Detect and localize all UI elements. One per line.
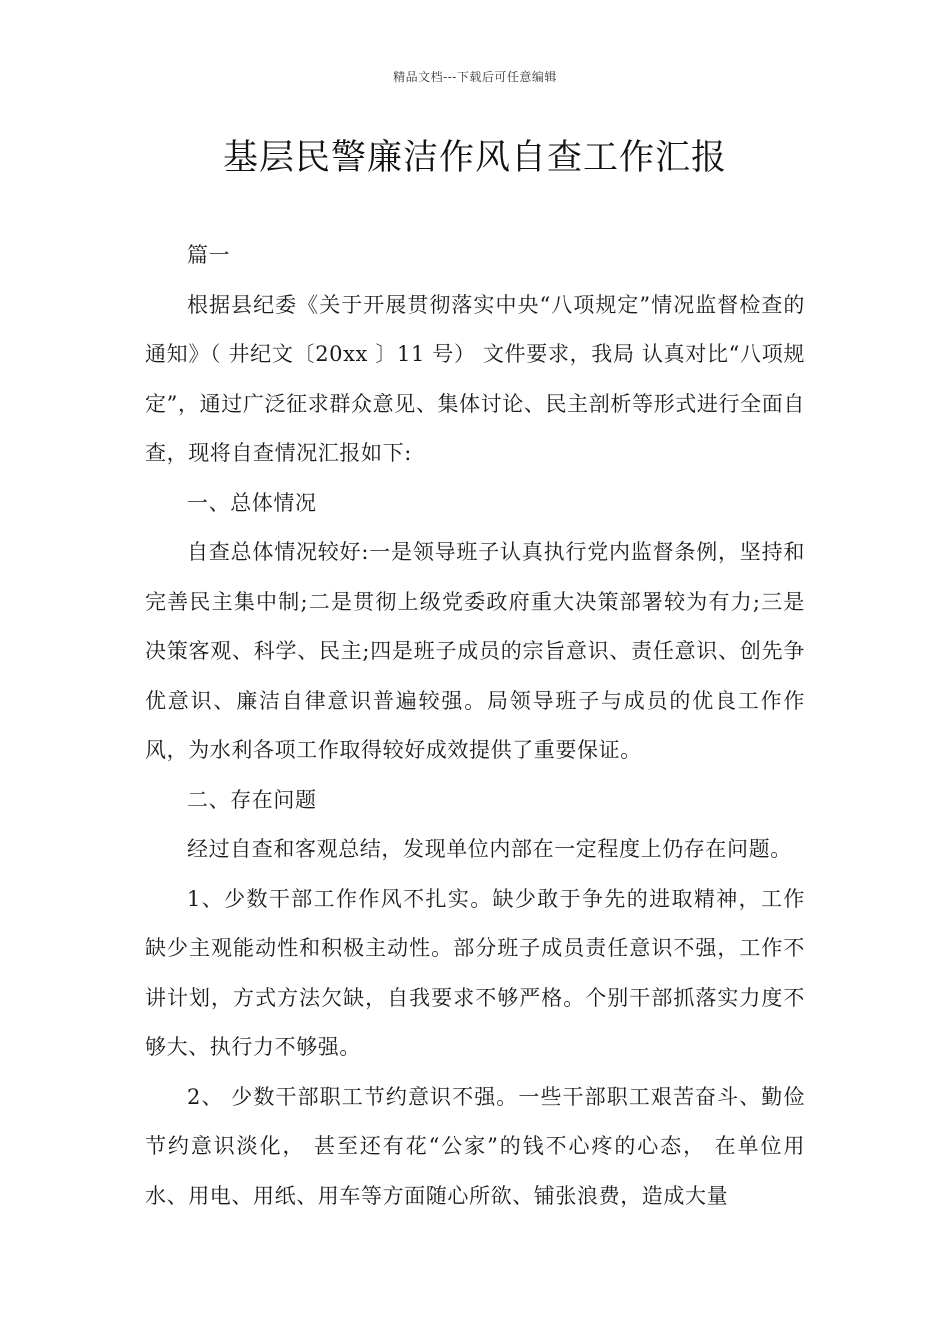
- paragraph-overall: 自查总体情况较好:一是领导班子认真执行党内监督条例，坚持和完善民主集中制;二是贯彻上级党委政府重大决策部署较为有力;三是决策客观、科学、民主;四是班子成员的宗旨意识、责任意识、创先争优意识、廉洁自律意识普遍较强。局领导班子与成员的优良工作作风，为水利各项工作取得较好成效提供了重要保证。: [145, 540, 805, 762]
- heading-overall: 一、总体情况: [187, 490, 317, 515]
- paragraph-section-label: 篇一: [187, 243, 231, 267]
- paragraph-problems-intro: 经过自查和客观总结，发现单位内部在一定程度上仍存在问题。: [187, 837, 792, 861]
- document-body: [145, 231, 805, 1221]
- document-title: 基层民警廉洁作风自查工作汇报: [222, 138, 727, 178]
- heading-problems: 二、存在问题: [187, 787, 317, 812]
- header-note: 精品文档---下载后可任意编辑: [393, 70, 557, 84]
- paragraph-problem-2: 2、 少数干部职工节约意识不强。一些干部职工艰苦奋斗、勤俭节约意识淡化， 甚至还有花“公家”的钱不心疼的心态， 在单位用水、用电、用纸、用车等方面随心所欲、铺张浪费，造成大量: [145, 1084, 805, 1208]
- paragraph-intro: 根据县纪委《关于开展贯彻落实中央“八项规定”情况监督检查的通知》（ 井纪文〔20xx 〕11 号） 文件要求，我局 认真对比“八项规定”，通过广泛征求群众意见、集体讨论、民主剖析等形式进行全面自查，现将自查情况汇报如下:: [145, 292, 805, 465]
- paragraph-problem-1: 1、少数干部工作作风不扎实。缺少敢于争先的进取精神，工作缺少主观能动性和积极主动性。部分班子成员责任意识不强，工作不讲计划，方式方法欠缺，自我要求不够严格。个别干部抓落实力度不够大、执行力不够强。: [145, 886, 805, 1059]
